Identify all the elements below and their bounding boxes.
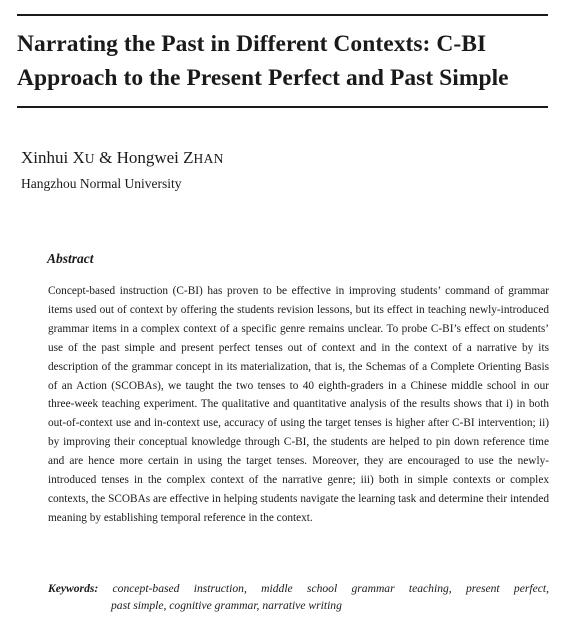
- abstract-heading: Abstract: [47, 251, 94, 266]
- author-2-family-initial: Z: [183, 148, 194, 167]
- title-line-2: Approach to the Present Perfect and Past Simple: [17, 65, 509, 91]
- keywords-label: Keywords:: [48, 582, 99, 595]
- author-1-family-initial: X: [72, 148, 85, 167]
- top-rule: [17, 14, 548, 16]
- keywords-list-part-2: past simple, cognitive grammar, narrative writing: [111, 599, 342, 612]
- keywords-block: [48, 580, 549, 614]
- affiliation: Hangzhou Normal University: [21, 176, 182, 191]
- paper-title: [17, 27, 557, 95]
- keywords-list-part-1: concept-based instruction, middle school grammar teaching, present perfect,: [112, 582, 549, 595]
- title-line-1: Narrating the Past in Different Contexts: C-BI: [17, 31, 487, 57]
- title-bottom-rule: [17, 106, 548, 108]
- author-separator: &: [94, 148, 117, 167]
- keywords-line-1: [48, 580, 549, 597]
- abstract-body: Concept-based instruction (C-BI) has proven to be effective in improving students’ command of grammar items used out of context by offering the students revision lessons, but its effect in teaching newly-introduced grammar items in a complex context of a specific genre remains unclear. To probe C-BI’s effect on students’ use of the past simple and present perfect tenses out of context and in the context of a narrative by its description of the grammar concept in its materialization, that is, the Schemas of a Complete Orienting Basis of an Action (SCOBAs), we taught the two tenses to 40 eighth-graders in a Chinese middle school in our three-week teaching experiment. The qualitative and quantitative analysis of the results shows that i) in both out-of-context use and in-context use, accuracy of using the target tenses is higher after C-BI intervention; ii) by improving their conceptual knowledge through C-BI, the students are helped to pin down reference time and are hence more certain in using the target tenses. Moreover, they are encouraged to use the newly-introduced tenses in the complex context of the narrative genre; iii) both in simple contexts or complex contexts, the SCOBAs are effective in helping students navigate the learning task and determine their intended meaning by establishing temporal reference in the context.: [48, 285, 549, 524]
- author-2-given-name: Hongwei: [116, 148, 184, 167]
- author-2-family-rest: HAN: [193, 151, 224, 166]
- authors-line: [21, 148, 224, 169]
- author-1-given-name: Xinhui: [21, 148, 73, 167]
- author-1-family-rest: U: [84, 151, 95, 166]
